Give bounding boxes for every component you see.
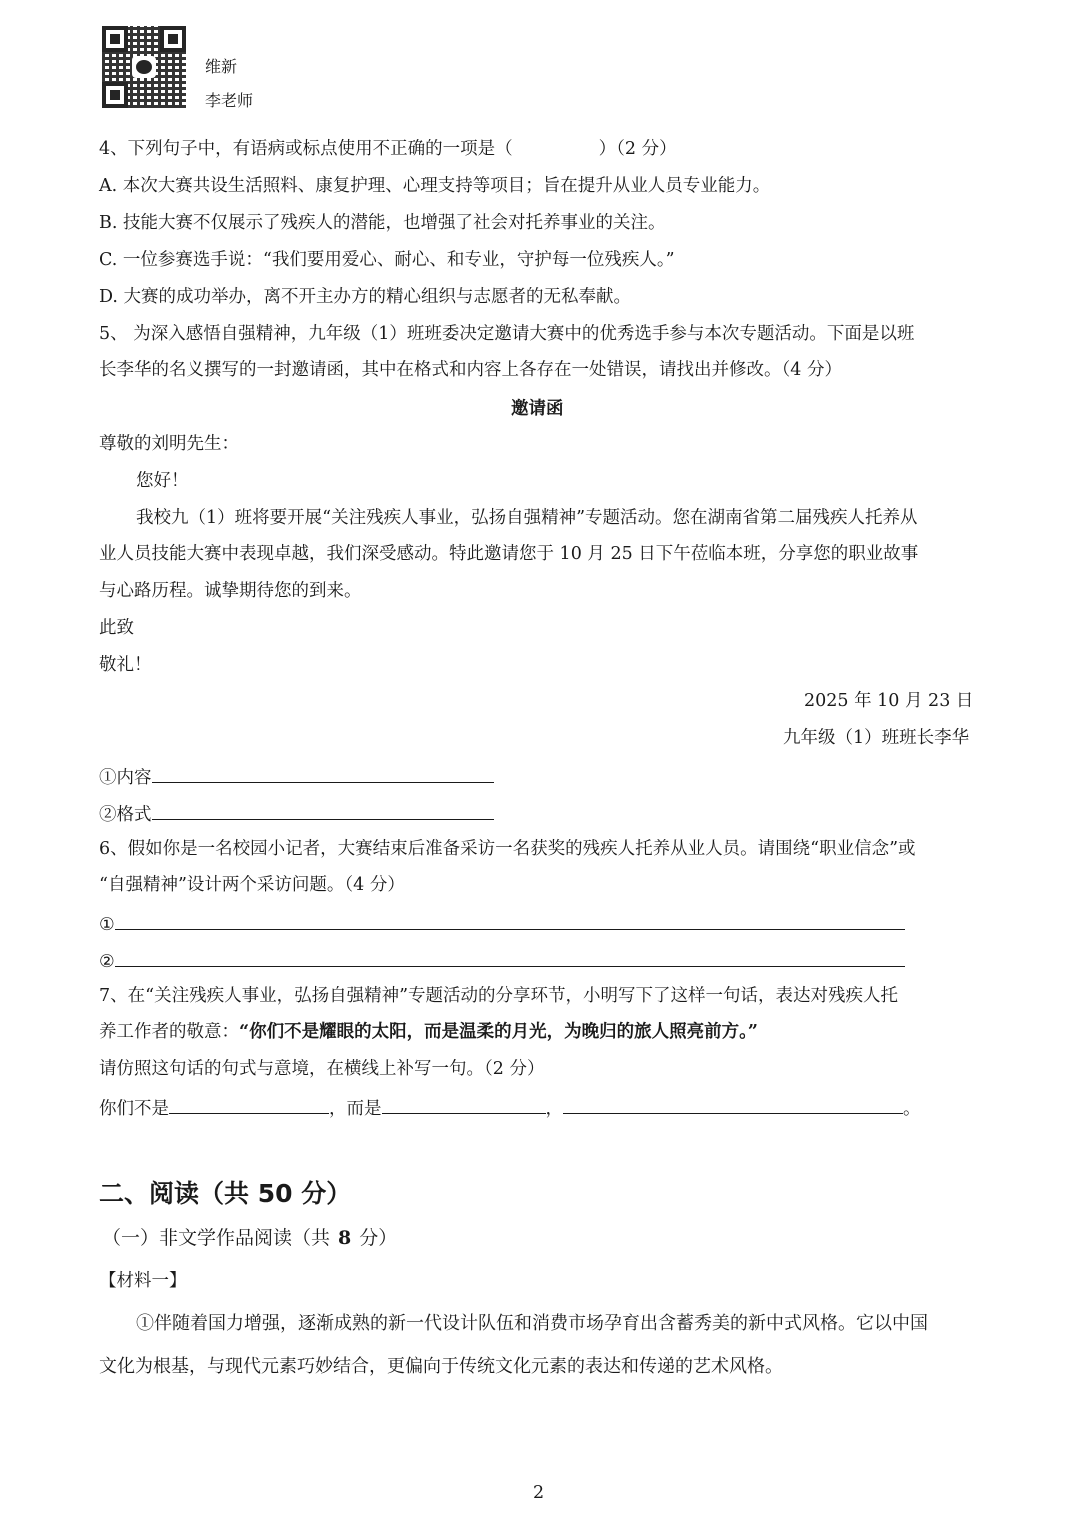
letter-salutation: 尊敬的刘明先生： (99, 434, 239, 454)
letter-body-line3: 与心路历程。诚挚期待您的到来。 (99, 581, 362, 601)
letter-body-line1: 我校九（1）班将要开展“关注残疾人事业，弘扬自强精神”专题活动。您在湖南省第二届残疾人托养从 (136, 508, 918, 528)
q4-option-a: A. 本次大赛共设生活照料、康复护理、心理支持等项目；旨在提升从业人员专业能力。 (99, 176, 771, 196)
q6-answer2: ② (99, 946, 905, 975)
letter-date: 2025 年 10 月 23 日 (804, 691, 974, 711)
q5-answer1-line[interactable] (152, 762, 494, 783)
para1-line1: ①伴随着国力增强，逐渐成熟的新一代设计队伍和消费市场孕育出含蓄秀美的新中式风格。它以中国 (136, 1313, 928, 1334)
q5-answer1: ①内容 (99, 762, 494, 791)
brand-line2: 李老师 (205, 91, 254, 110)
section2-title: 二、阅读（共 50 分） (99, 1179, 352, 1208)
letter-closing1: 此致 (99, 618, 134, 638)
q6-answer1-line[interactable] (115, 909, 905, 930)
q6-answer2-line[interactable] (115, 946, 905, 967)
q4-option-d: D. 大赛的成功举办，离不开主办方的精心组织与志愿者的无私奉献。 (99, 287, 632, 307)
brand-line1: 维新 (205, 57, 238, 76)
letter-body-line2: 业人员技能大赛中表现卓越，我们深受感动。特此邀请您于 10 月 25 日下午莅临本班，分享您的职业故事 (99, 544, 919, 564)
page-number: 2 (533, 1483, 545, 1503)
material-label: 【材料一】 (99, 1271, 187, 1291)
q7-fill: 你们不是 ，而是 ， 。 (99, 1093, 921, 1122)
q5-answer2: ②格式 (99, 799, 494, 828)
q6-answer1: ① (99, 909, 905, 938)
q6-stem-line2: “自强精神”设计两个采访问题。（4 分） (99, 875, 405, 895)
q4-stem: 4、下列句子中，有语病或标点使用不正确的一项是（ ）（2 分） (99, 139, 677, 159)
letter-signature: 九年级（1）班班长李华 (783, 728, 970, 748)
qr-code (102, 26, 186, 108)
para1-line2: 文化为根基，与现代元素巧妙结合，更偏向于传统文化元素的表达和传递的艺术风格。 (99, 1356, 783, 1377)
q5-stem-line1: 5、 为深入感悟自强精神，九年级（1）班班委决定邀请大赛中的优秀选手参与本次专题活动。下面是以班 (99, 324, 915, 344)
q7-quote: “你们不是耀眼的太阳，而是温柔的月光，为晚归的旅人照亮前方。” (239, 1022, 758, 1042)
letter-closing2: 敬礼！ (99, 655, 152, 675)
q7-blank1[interactable] (169, 1093, 329, 1114)
section2-subsection: （一）非文学作品阅读（共 8 分） (102, 1227, 398, 1249)
q7-blank3[interactable] (563, 1093, 903, 1114)
q4-option-b: B. 技能大赛不仅展示了残疾人的潜能，也增强了社会对托养事业的关注。 (99, 213, 666, 233)
letter-greeting: 您好！ (136, 471, 189, 491)
q6-stem-line1: 6、假如你是一名校园小记者，大赛结束后准备采访一名获奖的残疾人托养从业人员。请围绕“职业信念”或 (99, 839, 916, 859)
q5-answer2-line[interactable] (152, 799, 494, 820)
q7-stem-line1: 7、在“关注残疾人事业，弘扬自强精神”专题活动的分享环节，小明写下了这样一句话，表达对残疾人托 (99, 986, 899, 1006)
q7-blank2[interactable] (382, 1093, 546, 1114)
q5-stem-line2: 长李华的名义撰写的一封邀请函，其中在格式和内容上各存在一处错误，请找出并修改。（4 分） (99, 360, 842, 380)
q4-option-c: C. 一位参赛选手说：“我们要用爱心、耐心、和专业，守护每一位残疾人。” (99, 250, 675, 270)
q7-stem-line3: 请仿照这句话的句式与意境，在横线上补写一句。（2 分） (99, 1059, 545, 1079)
q7-stem-line2: 养工作者的敬意：“你们不是耀眼的太阳，而是温柔的月光，为晚归的旅人照亮前方。” (99, 1022, 758, 1042)
letter-title: 邀请函 (511, 399, 564, 419)
